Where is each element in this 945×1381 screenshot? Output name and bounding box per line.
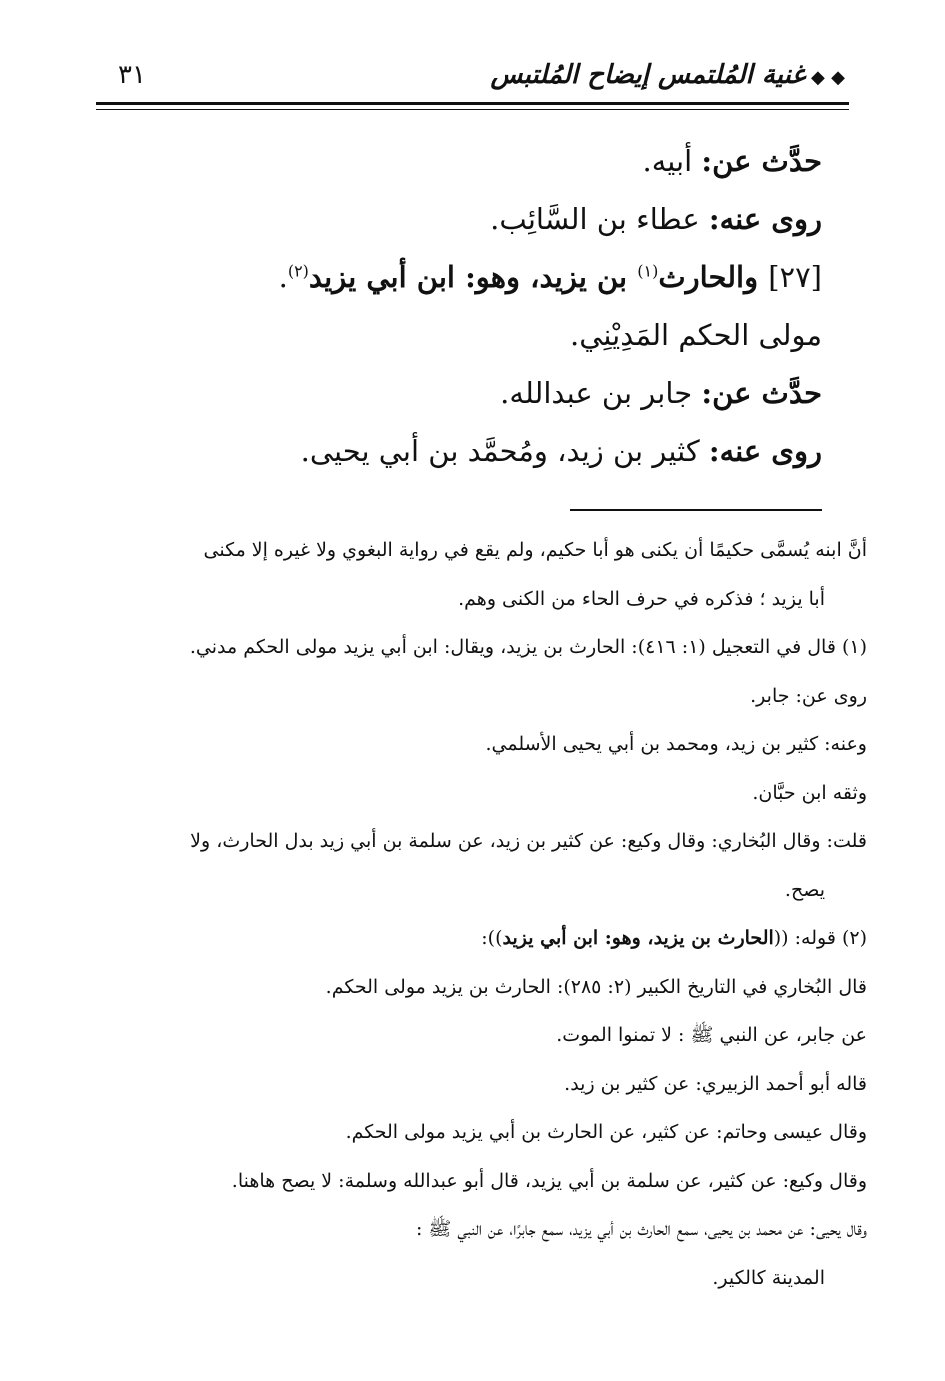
footnote-line: وقال عيسى وحاتم: عن كثير، عن الحارث بن أبي يزيد مولى الحكم.: [345, 1121, 867, 1143]
footnote-line: وعنه: كثير بن زيد، ومحمد بن أبي يحيى الأسلمي.: [485, 733, 867, 755]
footnote-line: قاله أبو أحمد الزبيري: عن كثير بن زيد.: [564, 1072, 867, 1095]
footnote-ref-2[interactable]: (٢): [287, 261, 309, 281]
footnote-prefix: (٢) قوله: ((: [773, 927, 867, 949]
line-text: عطاء بن السَّائِب.: [490, 202, 709, 236]
footnote-line: روى عن: جابر.: [750, 684, 867, 707]
entry-number: [٢٧]: [768, 260, 822, 294]
entry-name-rest: بن يزيد، وهو: ابن أبي يزيد: [308, 260, 638, 294]
footnote-line: يصح.: [784, 878, 825, 901]
header-rule-thick: [96, 102, 849, 105]
footnote-ref-1[interactable]: (١): [637, 261, 659, 281]
footnote-separator: [570, 509, 822, 511]
entry-heading: [100, 248, 822, 306]
running-header: [100, 52, 845, 98]
footnote-line: [96, 914, 867, 963]
footnote-quote: الحارث بن يزيد، وهو: ابن أبي يزيد: [502, 927, 774, 949]
main-text: [100, 132, 822, 480]
line-text: .: [278, 260, 288, 294]
line-label: روى عنه:: [708, 434, 822, 468]
line-label: حدَّث عن:: [701, 376, 822, 410]
footnote-line: وثقه ابن حبَّان.: [752, 781, 867, 804]
footnote-line: (١) قال في التعجيل (١: ٤١٦): الحارث بن يزيد، ويقال: ابن أبي يزيد مولى الحكم مدني.: [189, 636, 867, 658]
line-label: روى عنه:: [708, 202, 822, 236]
page-number: ٣١: [118, 60, 146, 90]
footnote-line: وقال وكيع: عن كثير، عن سلمة بن أبي يزيد، قال أبو عبدالله وسلمة: لا يصح هاهنا.: [231, 1169, 867, 1192]
footnote-line: عن جابر، عن النبي ﷺ : لا تمنوا الموت.: [556, 1024, 867, 1046]
footnote-line: أبا يزيد ؛ فذكره في حرف الحاء من الكنى وهم.: [458, 587, 825, 610]
running-title: [491, 60, 845, 90]
footnotes: [96, 526, 867, 1302]
line-text: كثير بن زيد، ومُحمَّد بن أبي يحيى.: [300, 434, 709, 468]
main-line: [100, 190, 822, 248]
footnote-suffix: )):: [481, 927, 503, 949]
footnote-line: قلت: وقال البُخاري: وقال وكيع: عن كثير بن زيد، عن سلمة بن أبي زيد بدل الحارث، ولا: [190, 830, 867, 852]
line-label: حدَّث عن:: [701, 144, 822, 178]
line-text: أبيه.: [642, 144, 702, 178]
main-line: [100, 132, 822, 190]
footnote-line: أنَّ ابنه يُسمَّى حكيمًا أن يكنى هو أبا حكيم، ولم يقع في رواية البغوي ولا غيره إلا مكنى: [203, 539, 867, 561]
main-line: [100, 422, 822, 480]
entry-name: والحارث: [658, 260, 769, 294]
footnote-line: المدينة كالكير.: [712, 1266, 825, 1289]
line-text: جابر بن عبدالله.: [500, 376, 702, 410]
diamond-ornament-icon: ◆ ◆: [811, 67, 845, 88]
footnote-line: قال البُخاري في التاريخ الكبير (٢: ٢٨٥): الحارث بن يزيد مولى الحكم.: [325, 975, 867, 998]
main-line: [100, 306, 822, 364]
line-text: مولى الحكم المَدِيْنِي.: [570, 318, 822, 352]
book-title: غنية المُلتمس إيضاح المُلتبس: [490, 60, 806, 90]
footnote-line: وقال يحيى: عن محمد بن يحيى، سمع الحارث بن أبي يزيد، سمع جابرًا، عن النبي ﷺ :: [415, 1218, 867, 1240]
main-line: [100, 364, 822, 422]
header-rule-thin: [96, 109, 849, 110]
